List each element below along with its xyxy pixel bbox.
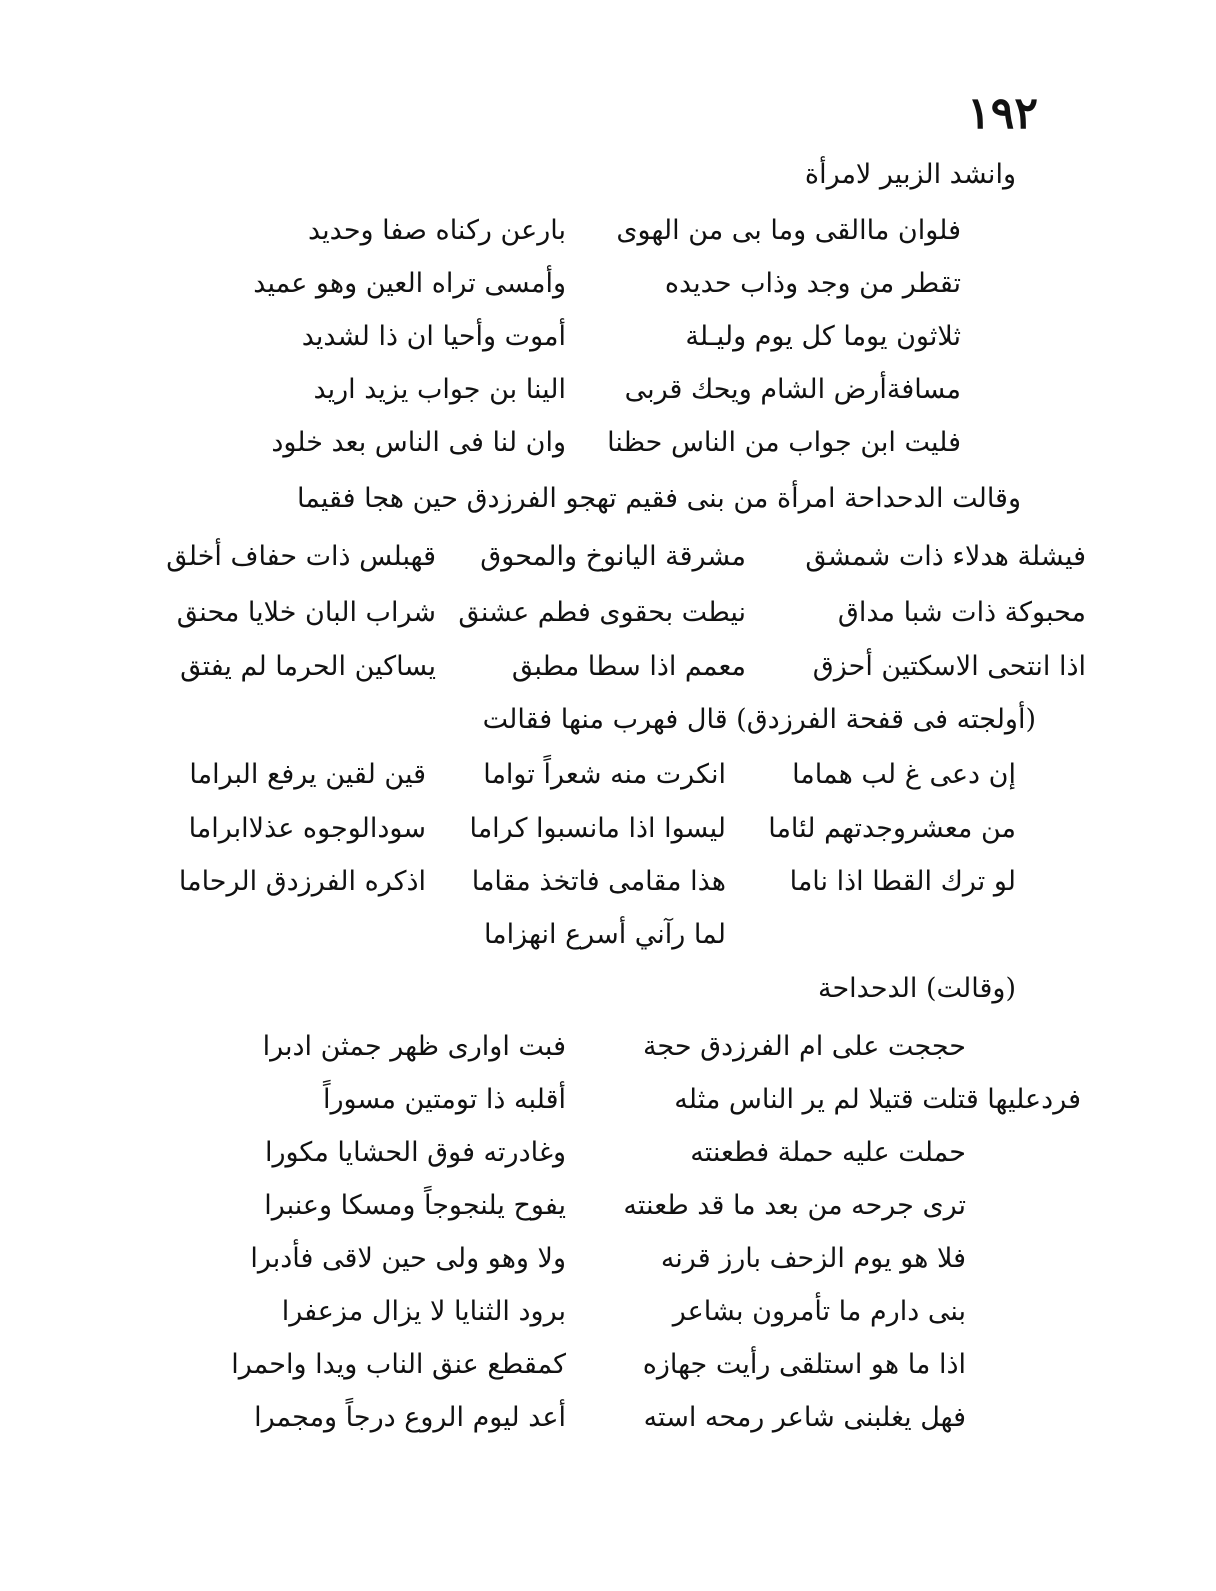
verse-first-hemistich: ترى جرحه من بعد ما قد طعنته: [623, 1190, 966, 1221]
section1-heading: وانشد الزبير لامرأة: [804, 159, 1016, 190]
verse-second-hemistich: فبت اوارى ظهر جمثن ادبرا: [262, 1031, 566, 1062]
verse-part-c: سودالوجوه عذلاابراما: [188, 813, 426, 844]
verse-second-hemistich: وأمسى تراه العين وهو عميد: [253, 268, 566, 299]
verse-first-hemistich: اذا ما هو استلقى رأيت جهازه: [642, 1349, 966, 1380]
verse-part-a: إن دعى غ لب هماما: [792, 759, 1016, 790]
verse-first-hemistich: فليت ابن جواب من الناس حظنا: [607, 427, 961, 458]
section3-heading: (أولجته فى قفحة الفرزدق) قال فهرب منها فقالت: [482, 704, 1036, 735]
verse-first-hemistich: فهل يغلبنى شاعر رمحه استه: [643, 1402, 966, 1433]
verse-first-hemistich: مسافةأرض الشام ويحك قربى: [624, 374, 961, 405]
section4-heading: (وقالت) الدحداحة: [818, 973, 1016, 1004]
verse-part-c: اذكره الفرزدق الرحاما: [178, 866, 426, 897]
verse-second-hemistich: بارعن ركناه صفا وحديد: [307, 215, 566, 246]
verse-part-a: من معشروجدتهم لئاما: [768, 813, 1016, 844]
verse-second-hemistich: الينا بن جواب يزيد اريد: [313, 374, 566, 405]
verse-part-b: انكرت منه شعراً تواما: [483, 759, 726, 790]
verse-first-hemistich: فلوان ماالقى وما بى من الهوى: [616, 215, 961, 246]
verse-second-hemistich: أعد ليوم الروع درجاً ومجمرا: [254, 1402, 566, 1433]
verse-first-hemistich: فردعليها قتلت قتيلا لم ير الناس مثله: [674, 1084, 1081, 1115]
verse-closing-line: لما رآني أسرع انهزاما: [483, 919, 726, 950]
verse-second-hemistich: أقلبه ذا تومتين مسوراً: [322, 1084, 566, 1115]
verse-second-hemistich: ولا وهو ولى حين لاقى فأدبرا: [250, 1243, 566, 1274]
verse-first-hemistich: بنى دارم ما تأمرون بشاعر: [672, 1296, 966, 1327]
page-number: ١٩٢: [967, 88, 1038, 139]
verse-part-b: هذا مقامى فاتخذ مقاما: [471, 866, 726, 897]
verse-part-a: محبوكة ذات شبا مداق: [837, 597, 1086, 628]
verse-second-hemistich: يفوح يلنجوجاً ومسكا وعنبرا: [264, 1190, 566, 1221]
verse-part-c: شراب البان خلايا محنق: [176, 597, 436, 628]
verse-part-b: ليسوا اذا مانسبوا كراما: [469, 813, 726, 844]
verse-part-b: معمم اذا سطا مطبق: [511, 651, 746, 682]
verse-part-c: قين لقين يرفع البراما: [189, 759, 426, 790]
verse-second-hemistich: وغادرته فوق الحشايا مكورا: [264, 1137, 566, 1168]
verse-first-hemistich: ثلاثون يوما كل يوم وليـلة: [685, 321, 961, 352]
verse-part-a: اذا انتحى الاسكتين أحزق: [812, 651, 1086, 682]
verse-part-c: قهبلس ذات حفاف أخلق: [166, 541, 436, 572]
verse-part-b: نيطت بحقوى فطم عشنق: [458, 597, 746, 628]
verse-first-hemistich: فلا هو يوم الزحف بارز قرنه: [660, 1243, 966, 1274]
verse-first-hemistich: حملت عليه حملة فطعنته: [690, 1137, 966, 1168]
verse-first-hemistich: تقطر من وجد وذاب حديده: [664, 268, 961, 299]
verse-first-hemistich: حججت على ام الفرزدق حجة: [642, 1031, 966, 1062]
verse-part-c: يساكين الحرما لم يفتق: [180, 651, 436, 682]
verse-second-hemistich: كمقطع عنق الناب ويدا واحمرا: [231, 1349, 566, 1380]
section2-heading: وقالت الدحداحة امرأة من بنى فقيم تهجو الفرزدق حين هجا فقيما: [296, 483, 1021, 514]
verse-part-b: مشرقة اليانوخ والمحوق: [480, 541, 746, 572]
verse-second-hemistich: برود الثنايا لا يزال مزعفرا: [281, 1296, 566, 1327]
verse-part-a: لو ترك القطا اذا ناما: [789, 866, 1016, 897]
verse-part-a: فيشلة هدلاء ذات شمشق: [805, 541, 1086, 572]
verse-second-hemistich: أموت وأحيا ان ذا لشديد: [301, 321, 566, 352]
verse-second-hemistich: وان لنا فى الناس بعد خلود: [271, 427, 566, 458]
